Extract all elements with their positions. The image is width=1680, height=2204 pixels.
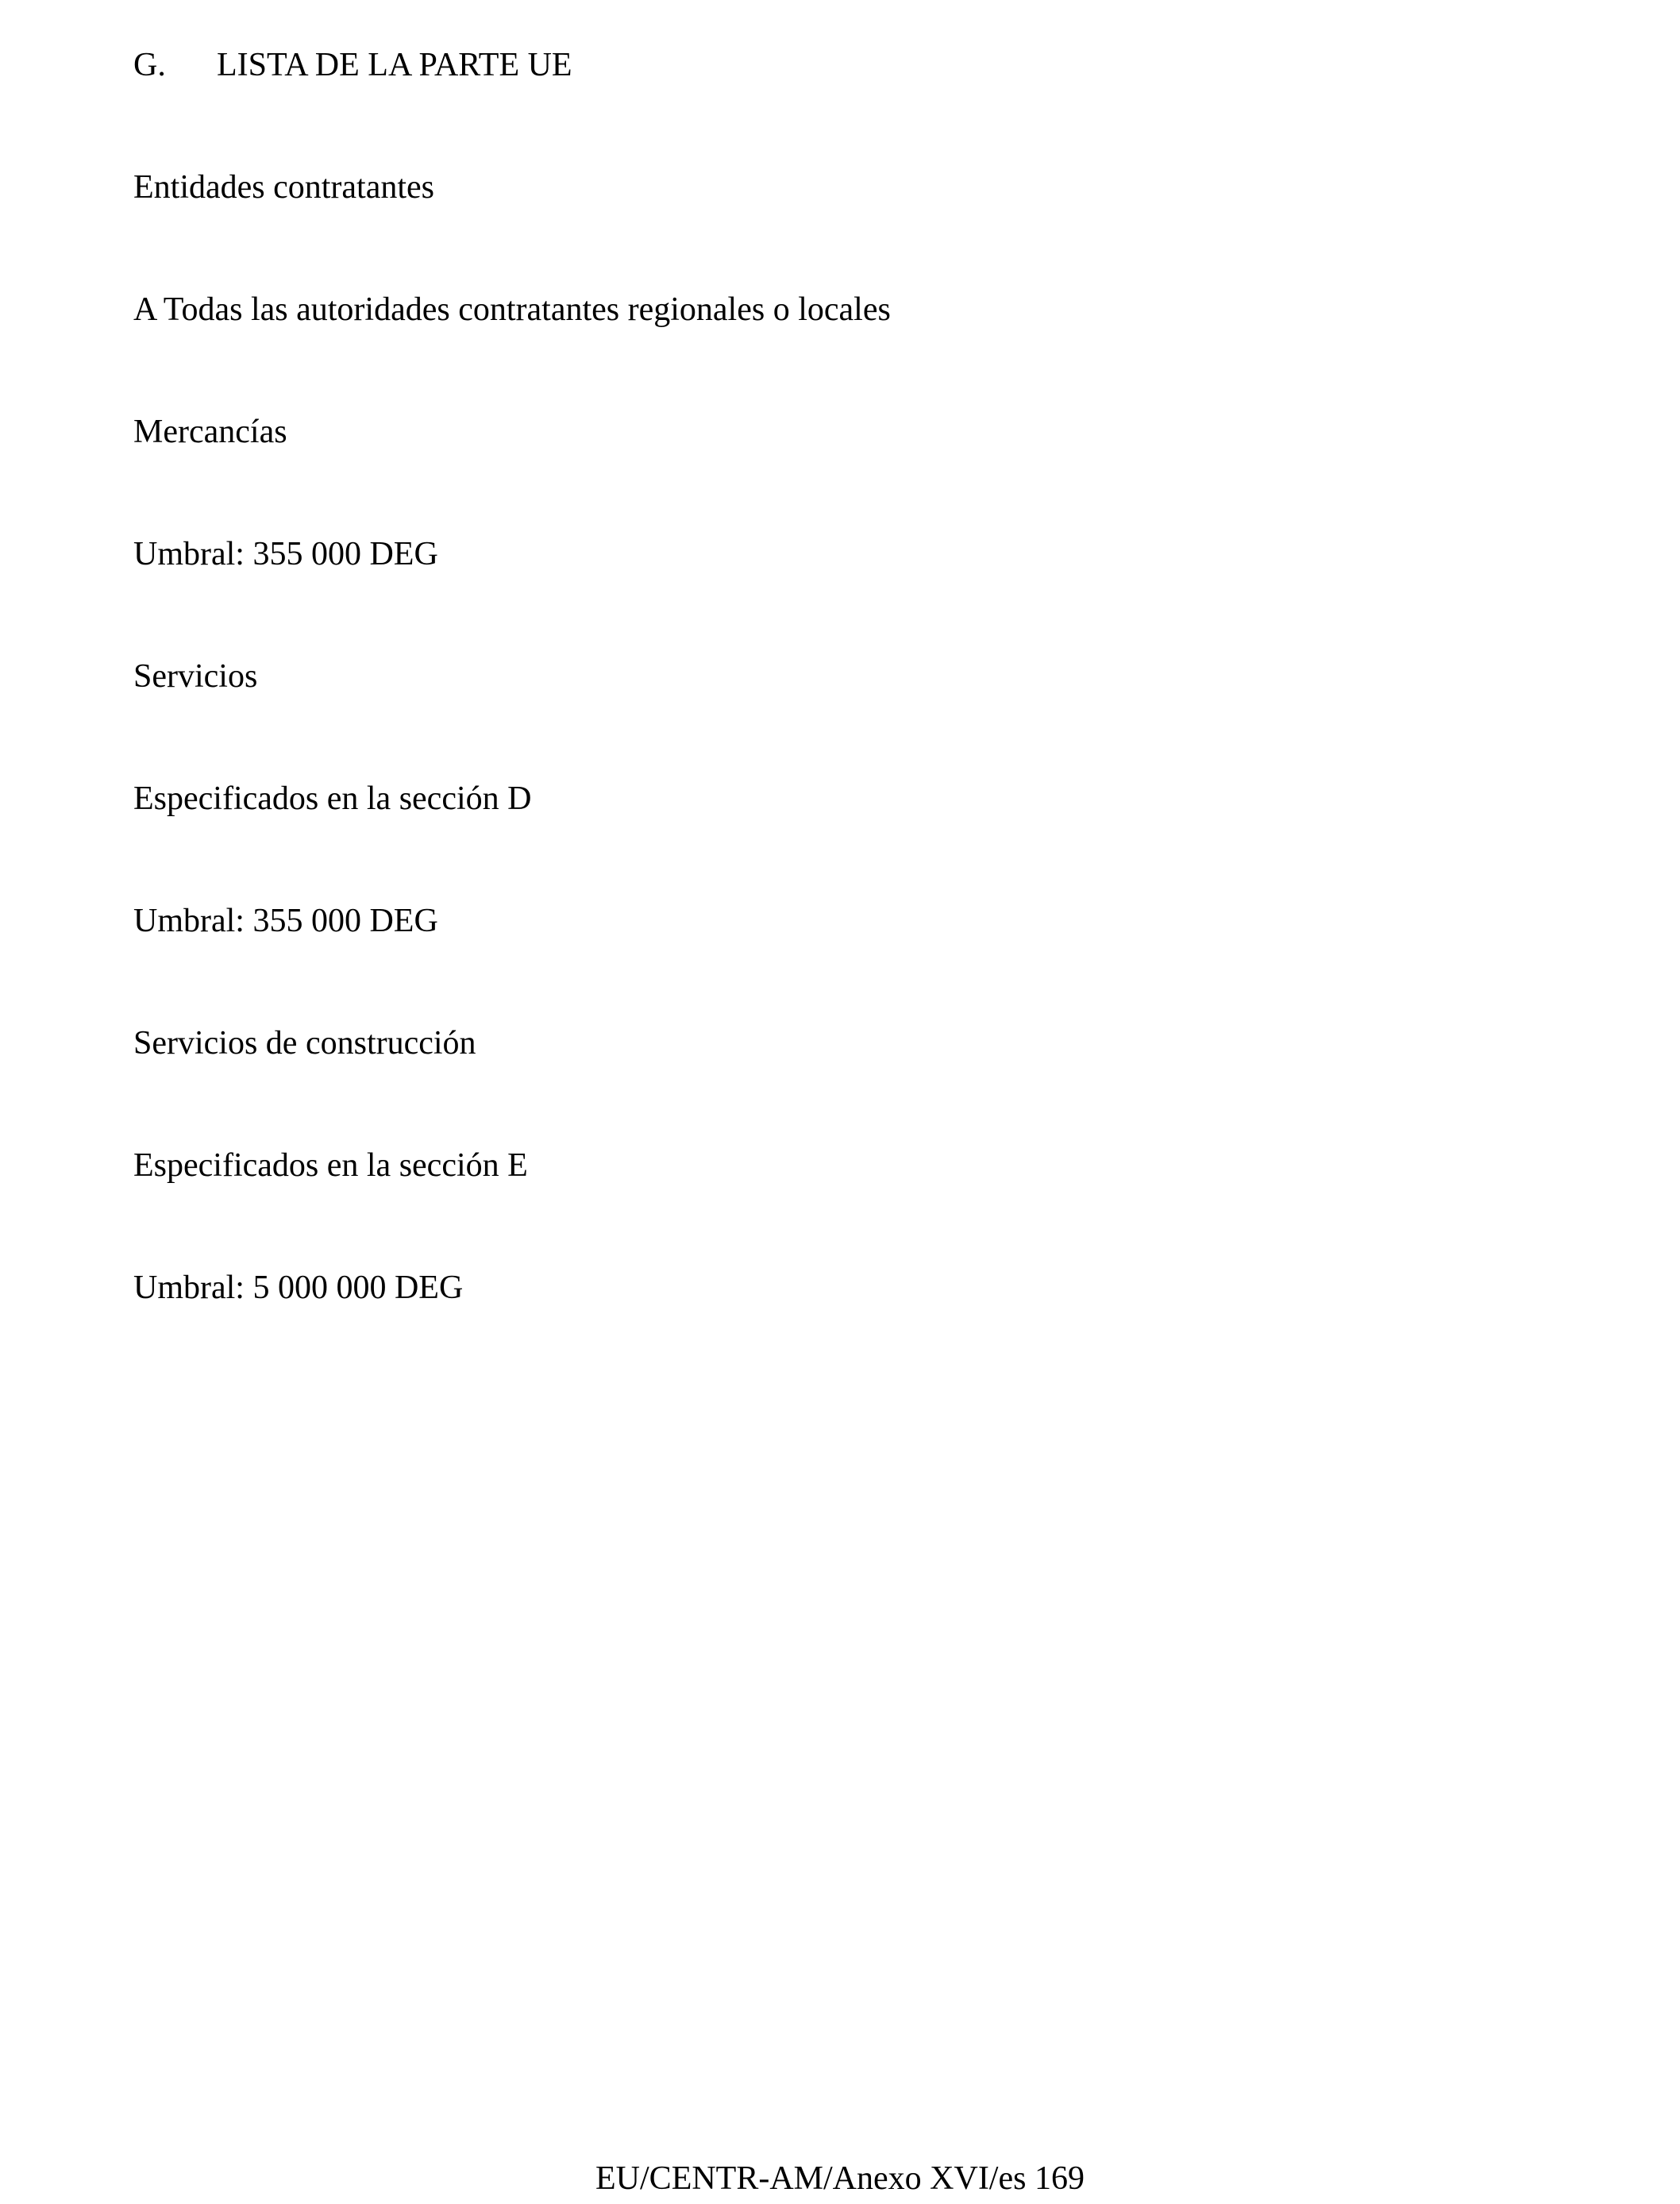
paragraph-seccion-d: Especificados en la sección D	[133, 780, 532, 817]
section-title: LISTA DE LA PARTE UE	[217, 47, 572, 83]
section-number: G.	[133, 47, 166, 83]
paragraph-entidades-contratantes: Entidades contratantes	[133, 169, 435, 206]
paragraph-mercancias: Mercancías	[133, 414, 287, 450]
paragraph-servicios: Servicios	[133, 658, 258, 695]
paragraph-autoridades-contratantes: A Todas las autoridades contratantes regionales o locales	[133, 291, 891, 328]
paragraph-umbral-servicios: Umbral: 355 000 DEG	[133, 903, 438, 939]
page-footer-reference: EU/CENTR-AM/Anexo XVI/es 169	[595, 2160, 1085, 2197]
paragraph-seccion-e: Especificados en la sección E	[133, 1147, 528, 1184]
paragraph-umbral-mercancias: Umbral: 355 000 DEG	[133, 536, 438, 572]
paragraph-servicios-construccion: Servicios de construcción	[133, 1025, 476, 1062]
paragraph-umbral-construccion: Umbral: 5 000 000 DEG	[133, 1270, 464, 1306]
